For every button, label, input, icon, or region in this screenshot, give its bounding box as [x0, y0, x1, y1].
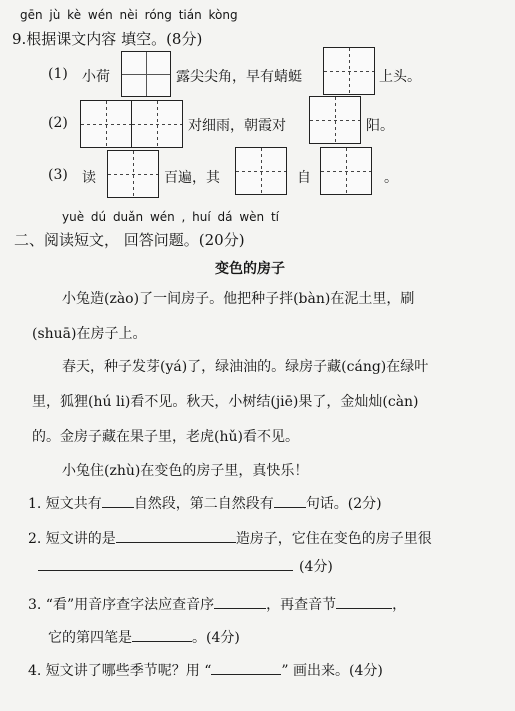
q2-text-b: 造房子，它住在变色的房子里很: [235, 531, 432, 547]
q4-blank-mark[interactable]: [211, 660, 281, 675]
story-paragraph-line: 小兔造(zào)了一间房子。他把种子拌(bàn)在泥土里，刷: [62, 291, 415, 307]
q3-text-a: 3. “看”用音序查字法应查音序: [28, 597, 215, 613]
q1-text-c: 句话。(2分): [305, 496, 382, 512]
q9-pinyin: gēn jù kè wén nèi róng tián kòng: [20, 8, 238, 22]
question-1: [28, 493, 382, 513]
story-paragraph-line: (shuā)在房子上。: [32, 326, 147, 342]
q3-text-d: 它的第四笔是: [48, 630, 132, 646]
tianzige-box[interactable]: [309, 96, 361, 144]
q3-text-c: ，: [392, 597, 407, 613]
q9-title: 9.根据课文内容 填空。(8分): [12, 30, 203, 48]
row1-pre-text: 小荷: [82, 69, 110, 85]
row1-mid-text: 露尖尖角，早有蜻蜓: [176, 69, 302, 85]
tianzige-box[interactable]: [80, 100, 132, 148]
question-2: [28, 528, 432, 548]
row1-number: (1): [48, 66, 68, 82]
story-title: 变色的房子: [215, 261, 285, 277]
q4-text-b: ” 画出来。(4分): [281, 663, 383, 679]
q2-blank-feeling[interactable]: [38, 556, 293, 571]
tianzige-box[interactable]: [320, 147, 372, 195]
question-3-line2: [48, 627, 240, 647]
row3-post-text: 。: [384, 170, 398, 186]
question-2-line2: [38, 556, 333, 576]
tianzige-box[interactable]: [323, 47, 375, 95]
q2-text-a: 2. 短文讲的是: [28, 531, 116, 547]
q3-blank-letter[interactable]: [214, 594, 266, 609]
row1-post-text: 上头。: [379, 69, 421, 85]
q1-text-a: 1. 短文共有: [28, 496, 102, 512]
tianzige-box[interactable]: [131, 100, 183, 148]
story-paragraph-line: 的。金房子藏在果子里，老虎(hǔ)看不见。: [32, 429, 299, 445]
story-paragraph-line: 春天，种子发芽(yá)了，绿油油的。绿房子藏(cáng)在绿叶: [62, 359, 429, 375]
row3-mid1-text: 百遍，其: [164, 170, 220, 186]
section2-pinyin: yuè dú duǎn wén , huí dá wèn tí: [62, 210, 279, 224]
tianzige-box[interactable]: [121, 51, 171, 97]
q3-blank-stroke[interactable]: [132, 627, 192, 642]
q2-score: (4分): [299, 559, 333, 575]
q1-blank-sentences[interactable]: [274, 493, 306, 508]
row2-post-text: 阳。: [366, 118, 394, 134]
tianzige-box[interactable]: [235, 147, 287, 195]
q2-blank-who[interactable]: [116, 528, 236, 543]
section2-title: 二、阅读短文， 回答问题。(20分): [14, 231, 245, 249]
row2-mid-text: 对细雨，朝霞对: [188, 118, 286, 134]
q3-blank-syllable[interactable]: [336, 594, 392, 609]
q4-text-a: 4. 短文讲了哪些季节呢？用 “: [28, 663, 212, 679]
story-paragraph-line: 里，狐狸(hú li)看不见。秋天，小树结(jiē)果了，金灿灿(càn): [32, 394, 419, 410]
question-3: [28, 594, 406, 614]
row3-mid2-text: 自: [297, 170, 311, 186]
q1-text-b: 自然段，第二自然段有: [133, 496, 274, 512]
tianzige-box[interactable]: [107, 150, 159, 198]
q3-text-b: ，再查音节: [266, 597, 337, 613]
story-paragraph-line: 小兔住(zhù)在变色的房子里，真快乐！: [62, 463, 309, 479]
row3-pre-text: 读: [82, 170, 96, 186]
q1-blank-paragraphs[interactable]: [102, 493, 134, 508]
question-4: [28, 660, 383, 680]
row2-number: (2): [48, 115, 68, 131]
q3-text-e: 。(4分): [192, 630, 240, 646]
row3-number: (3): [48, 167, 68, 183]
